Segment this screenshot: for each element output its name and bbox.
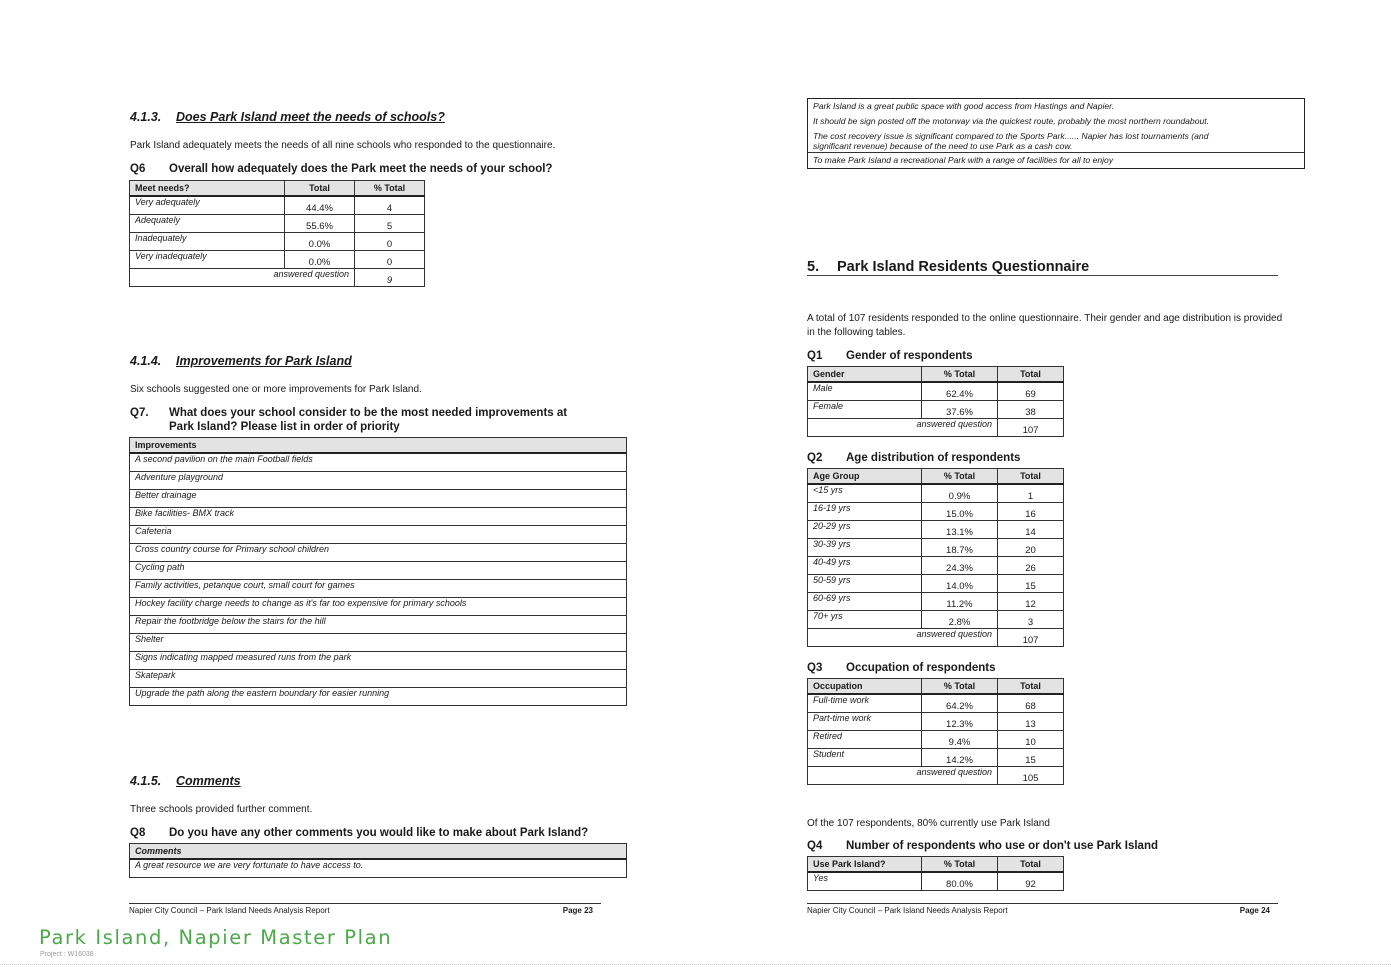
section-number: 4.1.4. xyxy=(130,354,162,368)
cell-value: 4 xyxy=(355,196,425,215)
table-row xyxy=(130,490,627,508)
answered-row xyxy=(808,629,1064,647)
column-header: Improvements xyxy=(130,438,627,454)
question-text: What does your school consider to be the most needed improvements at Park Island? Please list in order of priority xyxy=(169,407,568,433)
table-row xyxy=(130,580,627,598)
question-number: Q2 xyxy=(807,452,823,464)
answered-value: 107 xyxy=(998,629,1064,647)
question-q4 xyxy=(807,839,1158,853)
cell-value: 3 xyxy=(998,611,1064,629)
answered-label: answered question xyxy=(808,629,998,647)
question-text: Age distribution of respondents xyxy=(846,452,1021,464)
column-header: Age Group xyxy=(808,469,922,485)
cell-value: 16 xyxy=(998,503,1064,521)
cell-value: 14.0% xyxy=(922,575,998,593)
table-row xyxy=(130,453,627,472)
question-text: Do you have any other comments you would like to make about Park Island? xyxy=(169,827,589,839)
section-heading-5 xyxy=(807,259,1278,276)
column-header: Total xyxy=(285,181,355,197)
table-row xyxy=(130,634,627,652)
table-row xyxy=(130,688,627,706)
q3-occupation-table xyxy=(807,678,1064,785)
cell-value: 13 xyxy=(998,713,1064,731)
table-row xyxy=(808,382,1064,401)
cell-value: 5 xyxy=(355,215,425,233)
cell-value: 14.2% xyxy=(922,749,998,767)
question-text: Gender of respondents xyxy=(846,350,973,362)
comment-line: It should be sign posted off the motorway via the quickest route, probably the most northern roundabout. xyxy=(813,116,1210,126)
cell-value: 38 xyxy=(998,401,1064,419)
section-number: 4.1.5. xyxy=(130,774,162,788)
cell-value: 2.8% xyxy=(922,611,998,629)
answered-label: answered question xyxy=(808,767,998,785)
cell-value: 9.4% xyxy=(922,731,998,749)
row-label: 40-49 yrs xyxy=(808,557,922,575)
section-number: 4.1.3. xyxy=(130,110,162,124)
table-row xyxy=(130,544,627,562)
list-item: Adventure playground xyxy=(130,472,627,490)
row-label: 16-19 yrs xyxy=(808,503,922,521)
brand-title: Park Island, Napier Master Plan xyxy=(39,926,393,949)
footer-text: Napier City Council – Park Island Needs Analysis Report xyxy=(807,906,1008,915)
question-q7 xyxy=(130,406,600,434)
cell-value: 37.6% xyxy=(922,401,998,419)
footer-text: Napier City Council – Park Island Needs Analysis Report xyxy=(129,906,330,915)
cell-value: 12 xyxy=(998,593,1064,611)
table-row xyxy=(808,539,1064,557)
row-label: Inadequately xyxy=(130,233,285,251)
table-row xyxy=(130,562,627,580)
column-header: Total xyxy=(998,367,1064,383)
row-label: Very inadequately xyxy=(130,251,285,269)
cell-value: 10 xyxy=(998,731,1064,749)
question-text: Overall how adequately does the Park meet the needs of your school? xyxy=(169,163,553,175)
question-number: Q7. xyxy=(130,407,149,419)
comment-block xyxy=(808,99,1304,153)
row-label: Student xyxy=(808,749,922,767)
cell-value: 0.9% xyxy=(922,484,998,503)
table-row xyxy=(808,484,1064,503)
table-row xyxy=(130,251,425,269)
list-item: Repair the footbridge below the stairs for the hill xyxy=(130,616,627,634)
column-header: Total xyxy=(998,857,1064,873)
table-row xyxy=(808,872,1064,891)
column-header: % Total xyxy=(922,857,998,873)
cell-value: 0 xyxy=(355,233,425,251)
cell-value: 12.3% xyxy=(922,713,998,731)
section-heading-4-1-4 xyxy=(130,354,352,368)
cell-value: 55.6% xyxy=(285,215,355,233)
row-label: 20-29 yrs xyxy=(808,521,922,539)
table-row xyxy=(808,557,1064,575)
column-header: % Total xyxy=(922,367,998,383)
table-row xyxy=(130,652,627,670)
q1-gender-table xyxy=(807,366,1064,437)
row-label: Full-time work xyxy=(808,694,922,713)
table-row xyxy=(808,401,1064,419)
q6-table xyxy=(129,180,425,287)
table-row xyxy=(808,611,1064,629)
cell-value: 64.2% xyxy=(922,694,998,713)
table-row xyxy=(808,749,1064,767)
section-heading-4-1-3 xyxy=(130,110,445,124)
cell-value: 18.7% xyxy=(922,539,998,557)
cell-value: 1 xyxy=(998,484,1064,503)
cell-value: 13.1% xyxy=(922,521,998,539)
row-label: 70+ yrs xyxy=(808,611,922,629)
cell-value: 24.3% xyxy=(922,557,998,575)
list-item: Cycling path xyxy=(130,562,627,580)
answered-value: 107 xyxy=(998,419,1064,437)
question-text: Occupation of respondents xyxy=(846,662,996,674)
paragraph: Park Island adequately meets the needs of all nine schools who responded to the questionnaire. xyxy=(130,140,556,151)
comment-line: Park Island is a great public space with good access from Hastings and Napier. xyxy=(813,101,1115,111)
list-item: Shelter xyxy=(130,634,627,652)
section-title: Does Park Island meet the needs of schools? xyxy=(176,110,445,124)
row-label: Part-time work xyxy=(808,713,922,731)
row-label: Retired xyxy=(808,731,922,749)
list-item: Upgrade the path along the eastern boundary for easier running xyxy=(130,688,627,706)
column-header: Gender xyxy=(808,367,922,383)
comment-line: significant revenue) because of the need to use Park as a cash cow. xyxy=(813,141,1073,151)
q2-age-table xyxy=(807,468,1064,647)
cell-value: 15 xyxy=(998,575,1064,593)
question-number: Q1 xyxy=(807,350,823,362)
row-label: <15 yrs xyxy=(808,484,922,503)
column-header: Total xyxy=(998,469,1064,485)
paragraph: Three schools provided further comment. xyxy=(130,804,313,815)
page-number: Page 24 xyxy=(1239,906,1270,915)
list-item: A great resource we are very fortunate to have access to. xyxy=(130,859,627,878)
cell-value: 0.0% xyxy=(285,251,355,269)
section-heading-4-1-5 xyxy=(130,774,241,788)
list-item: Signs indicating mapped measured runs from the park xyxy=(130,652,627,670)
list-item: Cafeteria xyxy=(130,526,627,544)
table-row xyxy=(808,503,1064,521)
q4-usage-table xyxy=(807,856,1064,891)
column-header: Total xyxy=(998,679,1064,695)
comment-line: To make Park Island a recreational Park with a range of facilities for all to enjoy xyxy=(813,155,1114,165)
list-item: Cross country course for Primary school children xyxy=(130,544,627,562)
section-title: Comments xyxy=(176,774,241,788)
row-label: 30-39 yrs xyxy=(808,539,922,557)
column-header: Comments xyxy=(130,844,627,860)
cell-value: 26 xyxy=(998,557,1064,575)
cell-value: 15 xyxy=(998,749,1064,767)
cell-value: 14 xyxy=(998,521,1064,539)
list-item: Family activities, petanque court, small court for games xyxy=(130,580,627,598)
answered-value: 105 xyxy=(998,767,1064,785)
paragraph: Of the 107 respondents, 80% currently use Park Island xyxy=(807,818,1050,829)
comment-block xyxy=(808,153,1304,168)
page-number: Page 23 xyxy=(562,906,593,915)
row-label: 50-59 yrs xyxy=(808,575,922,593)
question-number: Q3 xyxy=(807,662,823,674)
table-row xyxy=(130,670,627,688)
cell-value: 0.0% xyxy=(285,233,355,251)
q8-comments-table xyxy=(129,843,627,878)
list-item: Hockey facility charge needs to change as it's far too expensive for primary schools xyxy=(130,598,627,616)
question-number: Q4 xyxy=(807,840,823,852)
paragraph: A total of 107 residents responded to the online questionnaire. Their gender and age distribution is provided in the following tables. xyxy=(807,313,1283,338)
question-q1 xyxy=(807,349,973,363)
row-label: Male xyxy=(808,382,922,401)
paragraph: Six schools suggested one or more improvements for Park Island. xyxy=(130,384,422,395)
table-row xyxy=(130,598,627,616)
table-row xyxy=(808,713,1064,731)
table-row xyxy=(130,616,627,634)
row-label: 60-69 yrs xyxy=(808,593,922,611)
question-q6 xyxy=(130,162,610,176)
section-title: Improvements for Park Island xyxy=(176,354,352,368)
cell-value: 11.2% xyxy=(922,593,998,611)
table-row xyxy=(130,472,627,490)
cell-value: 80.0% xyxy=(922,872,998,891)
table-row xyxy=(130,859,627,878)
question-number: Q8 xyxy=(130,827,146,839)
question-text: Number of respondents who use or don't use Park Island xyxy=(846,840,1159,852)
project-number: Project : W16038 xyxy=(40,951,94,958)
bottom-divider xyxy=(0,964,1391,965)
table-row xyxy=(130,233,425,251)
column-header: Meet needs? xyxy=(130,181,285,197)
list-item: A second pavilion on the main Football fields xyxy=(130,453,627,472)
comment-line: The cost recovery issue is significant compared to the Sports Park...... Napier has lost tournaments (and xyxy=(813,131,1209,141)
answered-label: answered question xyxy=(808,419,998,437)
question-number: Q6 xyxy=(130,163,146,175)
table-row xyxy=(130,508,627,526)
cell-value: 0 xyxy=(355,251,425,269)
list-item: Bike facilities- BMX track xyxy=(130,508,627,526)
list-item: Skatepark xyxy=(130,670,627,688)
row-label: Female xyxy=(808,401,922,419)
list-item: Better drainage xyxy=(130,490,627,508)
answered-label: answered question xyxy=(130,269,355,287)
question-q8 xyxy=(130,826,620,840)
column-header: % Total xyxy=(355,181,425,197)
column-header: Use Park Island? xyxy=(808,857,922,873)
question-q2 xyxy=(807,451,1020,465)
table-row xyxy=(808,694,1064,713)
answered-value: 9 xyxy=(355,269,425,287)
row-label: Very adequately xyxy=(130,196,285,215)
cell-value: 20 xyxy=(998,539,1064,557)
question-q3 xyxy=(807,661,996,675)
continued-comments-box xyxy=(807,98,1305,169)
cell-value: 44.4% xyxy=(285,196,355,215)
cell-value: 62.4% xyxy=(922,382,998,401)
table-row xyxy=(130,196,425,215)
cell-value: 92 xyxy=(998,872,1064,891)
section-number: 5. xyxy=(807,259,820,275)
q7-improvements-table xyxy=(129,437,627,706)
table-row xyxy=(808,593,1064,611)
column-header: % Total xyxy=(922,679,998,695)
page-footer-right xyxy=(807,903,1278,915)
answered-row xyxy=(130,269,425,287)
table-row xyxy=(808,575,1064,593)
table-row xyxy=(130,215,425,233)
table-row xyxy=(808,731,1064,749)
section-title: Park Island Residents Questionnaire xyxy=(837,259,1090,275)
table-row xyxy=(130,526,627,544)
column-header: % Total xyxy=(922,469,998,485)
cell-value: 69 xyxy=(998,382,1064,401)
row-label: Yes xyxy=(808,872,922,891)
cell-value: 68 xyxy=(998,694,1064,713)
row-label: Adequately xyxy=(130,215,285,233)
answered-row xyxy=(808,419,1064,437)
answered-row xyxy=(808,767,1064,785)
page-footer-left xyxy=(129,903,601,915)
table-row xyxy=(808,521,1064,539)
cell-value: 15.0% xyxy=(922,503,998,521)
column-header: Occupation xyxy=(808,679,922,695)
